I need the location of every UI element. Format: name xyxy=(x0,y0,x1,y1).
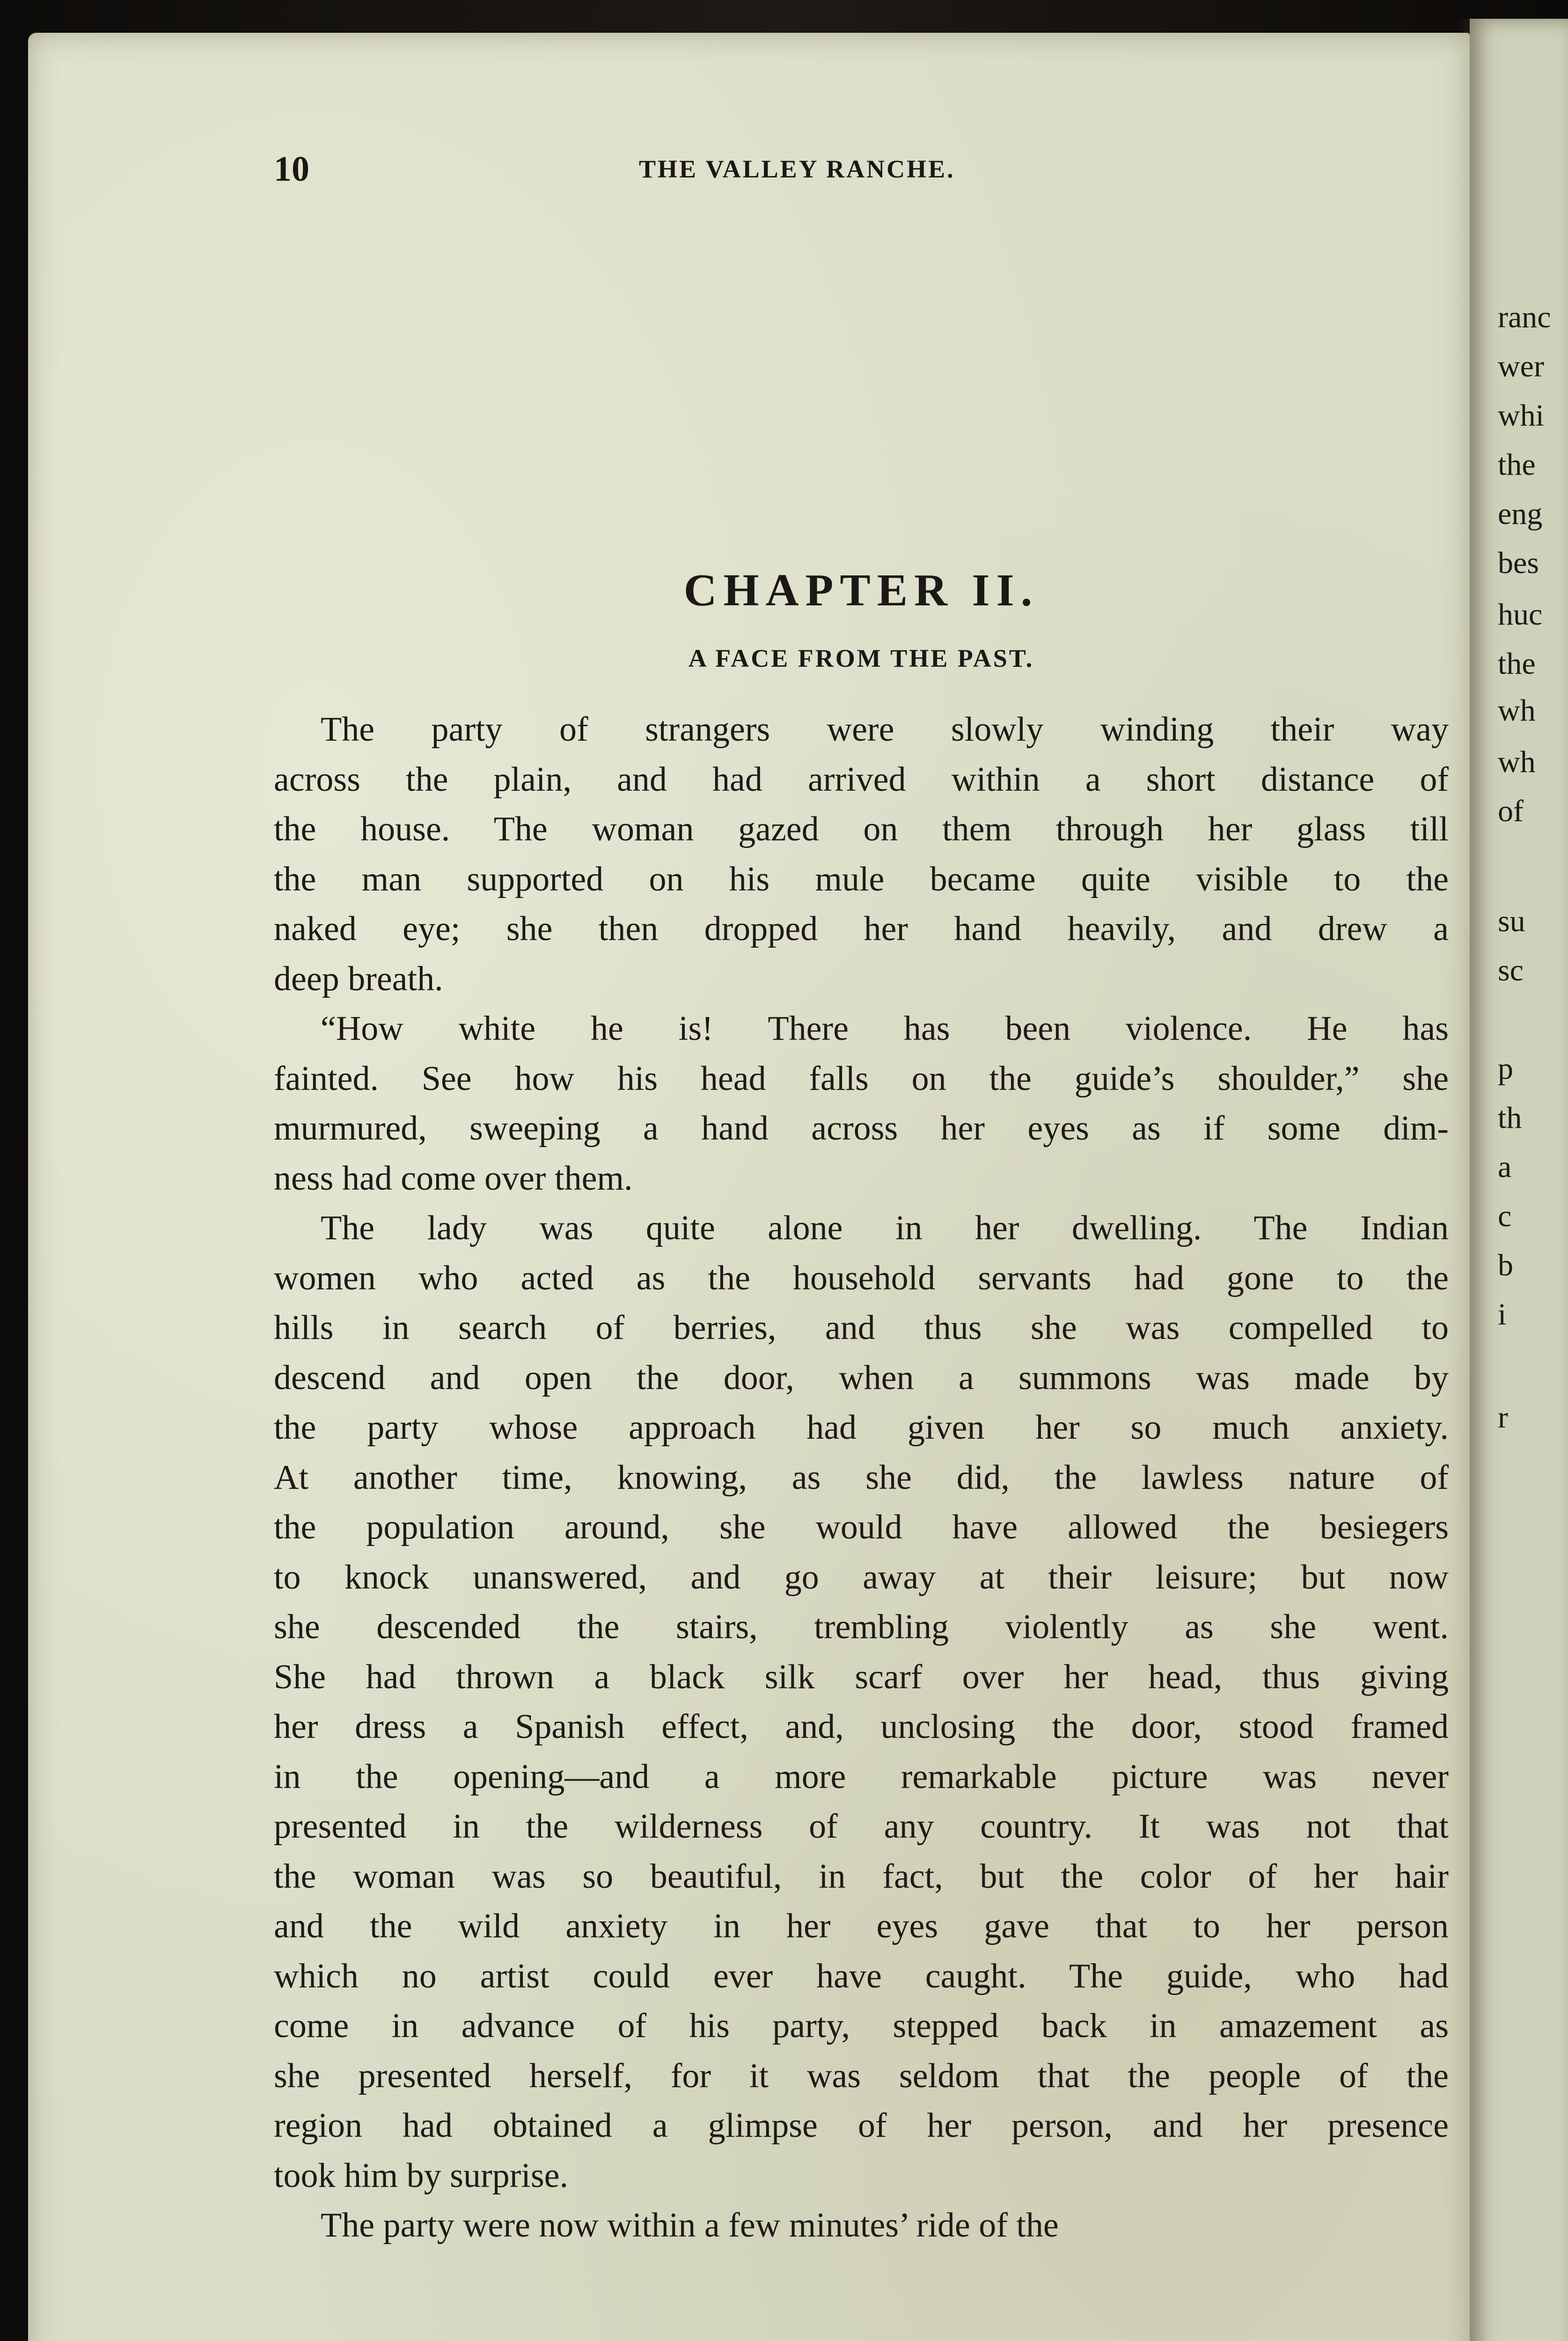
next-page-fragment: su xyxy=(1498,904,1525,938)
text-line: region had obtained a glimpse of her person, and her presence xyxy=(274,2106,1449,2145)
text-line: she descended the stairs, trembling violently as she went. xyxy=(274,1608,1449,1646)
running-title: THE VALLEY RANCHE. xyxy=(639,155,955,183)
text-line: the man supported on his mule became quite visible to the xyxy=(274,860,1449,898)
text-line: “How white he is! There has been violence. He has xyxy=(321,1009,1449,1048)
text-line: She had thrown a black silk scarf over her head, thus giving xyxy=(274,1657,1449,1696)
text-line: women who acted as the household servants had gone to the xyxy=(274,1259,1449,1297)
text-line: deep breath. xyxy=(274,959,443,998)
text-line: come in advance of his party, stepped back in amazement as xyxy=(274,2007,1449,2045)
text-line: The party of strangers were slowly winding their way xyxy=(321,710,1449,749)
text-line: hills in search of berries, and thus she was compelled to xyxy=(274,1309,1449,1347)
text-line: The lady was quite alone in her dwelling. The Indian xyxy=(321,1209,1449,1247)
text-line: fainted. See how his head falls on the guide’s shoulder,” she xyxy=(274,1059,1449,1098)
text-line: presented in the wilderness of any country. It was not that xyxy=(274,1807,1449,1846)
next-page-fragment: wh xyxy=(1498,693,1536,728)
text-line: the population around, she would have allowed the besiegers xyxy=(274,1508,1449,1546)
next-page-fragment: r xyxy=(1498,1400,1508,1435)
next-page-fragment: p xyxy=(1498,1052,1513,1086)
page-number: 10 xyxy=(274,149,309,189)
text-line: to knock unanswered, and go away at their leisure; but now xyxy=(274,1558,1449,1597)
text-line: took him by surprise. xyxy=(274,2156,568,2195)
chapter-heading: CHAPTER II. xyxy=(683,565,1039,616)
text-line: and the wild anxiety in her eyes gave that to her person xyxy=(274,1907,1449,1945)
text-line: ness had come over them. xyxy=(274,1159,633,1198)
next-page-fragment: b xyxy=(1498,1248,1513,1282)
text-line: descend and open the door, when a summons was made by xyxy=(274,1358,1449,1397)
text-line: the woman was so beautiful, in fact, but the color of her hair xyxy=(274,1857,1449,1896)
text-line: the party whose approach had given her so much anxiety. xyxy=(274,1408,1449,1447)
text-line: she presented herself, for it was seldom that the people of the xyxy=(274,2056,1449,2095)
running-header xyxy=(274,149,1449,191)
body-text xyxy=(274,705,1449,2251)
text-line: murmured, sweeping a hand across her eyes as if some dim- xyxy=(274,1109,1449,1148)
next-page-fragment: a xyxy=(1498,1150,1512,1184)
text-line: which no artist could ever have caught. The guide, who had xyxy=(274,1957,1449,1995)
next-page-fragment: sc xyxy=(1498,953,1524,987)
next-page-fragment: wer xyxy=(1498,349,1544,383)
next-page-fragment: ranc xyxy=(1498,300,1551,334)
next-page-fragment: of xyxy=(1498,794,1524,828)
text-line: At another time, knowing, as she did, the lawless nature of xyxy=(274,1458,1449,1497)
next-page-fragment: c xyxy=(1498,1199,1512,1233)
text-line: her dress a Spanish effect, and, unclosing the door, stood framed xyxy=(274,1708,1449,1746)
next-page-fragment: th xyxy=(1498,1101,1522,1135)
next-page-fragment: i xyxy=(1498,1297,1507,1332)
next-page-fragment: eng xyxy=(1498,497,1543,531)
next-page-fragment: whi xyxy=(1498,398,1544,433)
text-line: The party were now within a few minutes’ ride of the xyxy=(321,2206,1059,2245)
next-page-fragment: the xyxy=(1498,448,1536,482)
next-page-fragment: bes xyxy=(1498,546,1539,580)
next-page-fragment: the xyxy=(1498,647,1536,681)
chapter-subtitle: A FACE FROM THE PAST. xyxy=(688,644,1034,672)
text-line: in the opening—and a more remarkable picture was never xyxy=(274,1757,1449,1796)
text-line: across the plain, and had arrived within a short distance of xyxy=(274,760,1449,799)
text-line: naked eye; she then dropped her hand heavily, and drew a xyxy=(274,910,1449,948)
text-line: the house. The woman gazed on them through her glass till xyxy=(274,810,1449,848)
next-page-fragment: huc xyxy=(1498,597,1543,632)
next-page-fragment: wh xyxy=(1498,745,1536,779)
